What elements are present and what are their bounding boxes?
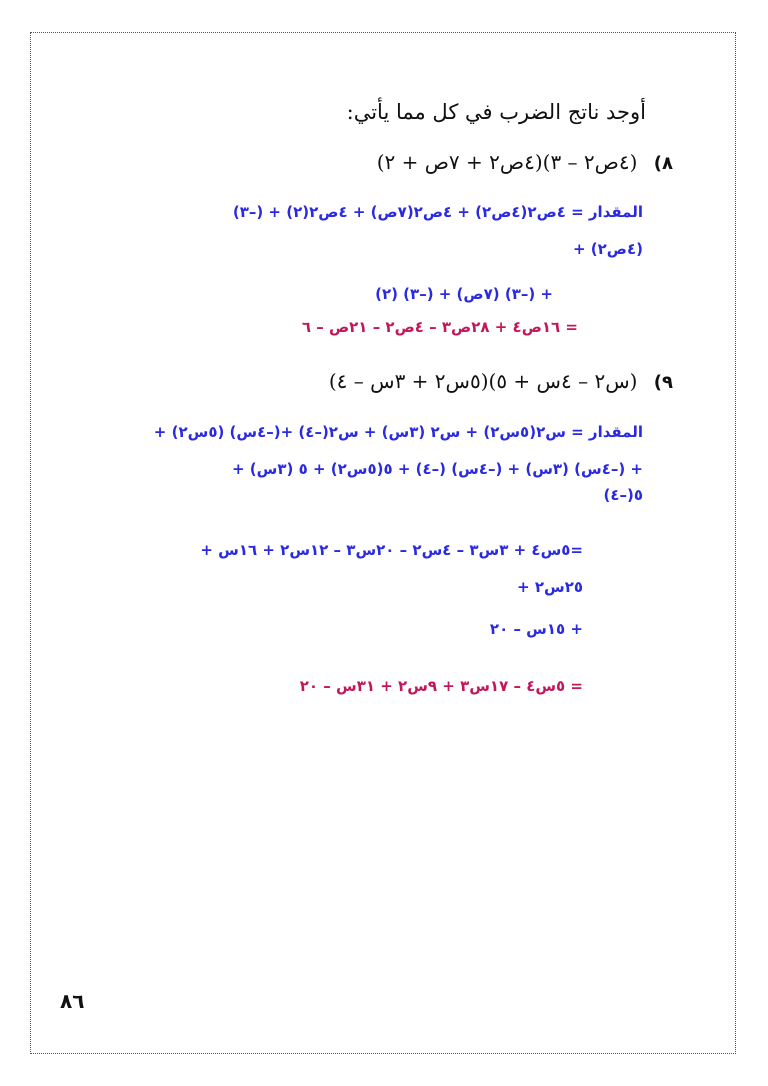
problem-8-expression: (٤ص٢ – ٣)(٤ص٢ + ٧ص + ٢) — [376, 150, 638, 174]
exercise-heading: أوجد ناتج الضرب في كل مما يأتي: — [346, 100, 646, 124]
problem-9-step-5: ٢٥س٢ + — [517, 578, 583, 596]
problem-8 — [377, 150, 673, 174]
problem-9-step-2: + (–٤س) (٣س) + (–٤س) (–٤) + ٥(٥س٢) + ٥ (٣س) + — [231, 460, 643, 478]
problem-8-result: = ١٦ص٤ + ٢٨ص٣ – ٤ص٢ – ٢١ص – ٦ — [301, 318, 578, 336]
problem-9-expression: (س٢ – ٤س + ٥)(٥س٢ + ٣س – ٤) — [328, 369, 638, 393]
problem-9-number: ٩) — [653, 372, 673, 393]
problem-9 — [329, 369, 673, 393]
problem-9-result: = ٥س٤ – ١٧س٣ + ٩س٢ + ٣١س – ٢٠ — [299, 677, 583, 695]
problem-8-number: ٨) — [653, 153, 673, 174]
page-number: ٨٦ — [60, 989, 85, 1013]
problem-9-step-3: ٥(–٤) — [603, 486, 643, 504]
problem-9-step-1: المقدار = س٢(٥س٢) + س٢ (٣س) + س٢(–٤) +(–٤س) (٥س٢) + — [153, 423, 643, 441]
problem-9-step-6: + ١٥س – ٢٠ — [489, 620, 583, 638]
problem-8-step-3: + (–٣) (٧ص) + (–٣) (٢) — [375, 285, 553, 303]
problem-8-step-2: (٤ص٢) + — [572, 240, 643, 258]
problem-8-step-1: المقدار = ٤ص٢(٤ص٢) + ٤ص٢(٧ص) + ٤ص٢(٢) + (–٣) — [232, 203, 643, 221]
problem-9-step-4: =٥س٤ + ٣س٣ – ٤س٢ – ٢٠س٣ – ١٢س٢ + ١٦س + — [200, 541, 583, 559]
